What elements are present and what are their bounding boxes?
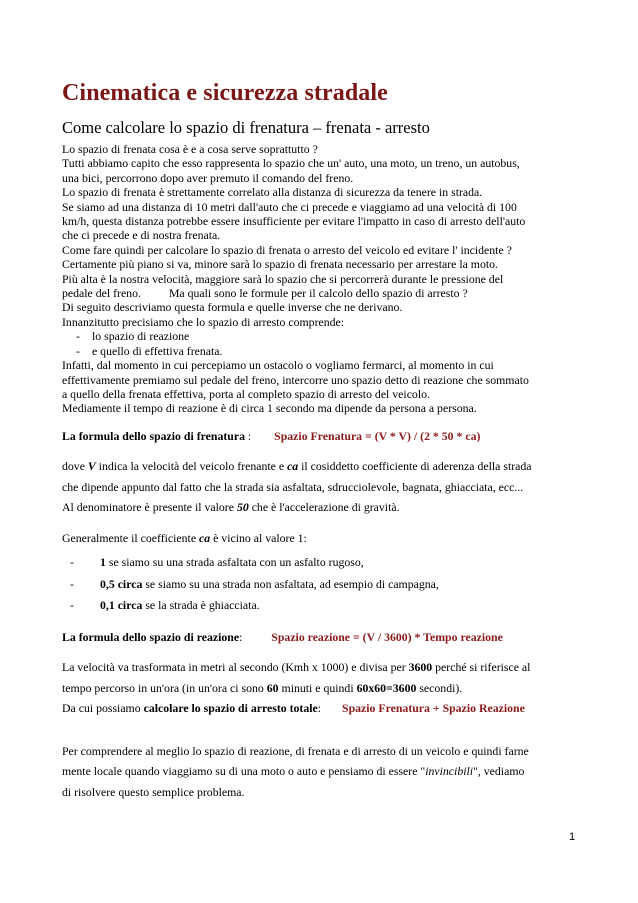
document-page	[62, 78, 580, 802]
list-item: - 1 se siamo su una strada asfaltata con un asfalto rugoso,	[62, 552, 580, 574]
total-arrest-line: Da cui possiamo calcolare lo spazio di arresto totale: Spazio Frenatura + Spazio Reazione	[62, 701, 525, 716]
braking-label: La formula dello spazio di frenatura	[62, 428, 245, 443]
braking-formula-line: La formula dello spazio di frenatura : Spazio Frenatura = (V * V) / (2 * 50 * ca)	[62, 428, 481, 443]
intro-line: Se siamo ad una distanza di 10 metri dall'auto che ci precede e viaggiamo ad una velocità di 100	[62, 199, 517, 214]
reaction-formula-line: La formula dello spazio di reazione: Spazio reazione = (V / 3600) * Tempo reazione	[62, 629, 503, 644]
list-item: - lo spazio di reazione	[62, 329, 580, 343]
intro-line	[62, 286, 580, 300]
intro-line: Più alta è la nostra velocità, maggiore sarà lo spazio che si percorrerà durante le pressione del	[62, 271, 504, 286]
intro-line: Come fare quindi per calcolare lo spazio di frenata o arresto del veicolo ed evitare l' incidente ?	[62, 242, 512, 257]
braking-explanation: dove V indica la velocità del veicolo frenante e ca il cosiddetto coefficiente di aderenza della strada	[62, 459, 532, 474]
question-text: Ma quali sono le formule per il calcolo dello spazio di arresto ?	[168, 286, 468, 301]
reaction-label: La formula dello spazio di reazione	[62, 629, 240, 644]
intro-line: Infatti, dal momento in cui percepiamo un ostacolo o vogliamo fermarci, al momento in cui	[62, 358, 494, 373]
closing-section	[62, 741, 580, 803]
reaction-explanation: La velocità va trasformata in metri al secondo (Kmh x 1000) e divisa per 3600 perché si riferisce al	[62, 660, 531, 675]
list-item: - 0,5 circa se siamo su una strada non asfaltata, ad esempio di campagna,	[62, 574, 580, 596]
coefficient-intro: Generalmente il coefficiente ca è vicino al valore 1:	[62, 530, 307, 545]
var-ca: ca	[287, 459, 299, 474]
var-v: V	[87, 459, 96, 474]
closing-line: Per comprendere al meglio lo spazio di reazione, di frenata e di arresto di un veicolo e quindi farne	[62, 743, 529, 758]
intro-line: Certamente più piano si va, minore sarà lo spazio di frenata necessario per arrestare la moto.	[62, 257, 498, 272]
intro-line: Di seguito descriviamo questa formula e quelle inverse che ne derivano.	[62, 300, 403, 315]
intro-line: km/h, questa distanza potrebbe essere insufficiente per evitare l'impatto in caso di arresto dell'auto	[62, 214, 526, 229]
var-ca: ca	[199, 530, 211, 545]
intro-line: Mediamente il tempo di reazione è di circa 1 secondo ma dipende da persona a persona.	[62, 401, 477, 416]
closing-line: mente locale quando viaggiamo su di una moto o auto e pensiamo di essere "invincibili", vediamo	[62, 764, 525, 779]
reaction-explanation: tempo percorso in un'ora (in un'ora ci sono 60 minuti e quindi 60x60=3600 secondi).	[62, 680, 463, 695]
page-number: 1	[569, 831, 576, 843]
document-title: Cinematica e sicurezza stradale	[62, 80, 388, 106]
reaction-formula: Spazio reazione = (V / 3600) * Tempo reazione	[271, 629, 503, 644]
total-arrest-formula: Spazio Frenatura + Spazio Reazione	[342, 701, 525, 716]
intro-section	[62, 142, 580, 416]
list-item: - e quello di effettiva frenata.	[62, 344, 580, 358]
braking-explanation: Al denominatore è presente il valore 50 che è l'accelerazione di gravità.	[62, 500, 400, 515]
reaction-section	[62, 627, 580, 719]
coefficient-section	[62, 528, 580, 617]
intro-line: a quello della frenata effettiva, porta al completo spazio di arresto del veicolo.	[62, 386, 430, 401]
gravity-value: 50	[236, 500, 249, 515]
intro-line: Lo spazio di frenata cosa è e a cosa serve soprattutto ?	[62, 142, 318, 156]
braking-formula: Spazio Frenatura = (V * V) / (2 * 50 * ca)	[274, 428, 481, 443]
coefficient-list	[62, 552, 580, 617]
intro-line: che ci precede e di nostra frenata.	[62, 228, 221, 243]
braking-explanation: che dipende appunto dal fatto che la strada sia asfaltata, sdrucciolevole, bagnata, ghiacciata, ecc...	[62, 479, 524, 494]
intro-line: una bici, percorrono dopo aver premuto il comando del freno.	[62, 170, 354, 185]
intro-line: Innanzitutto precisiamo che lo spazio di arresto comprende:	[62, 314, 345, 329]
pedal-text: pedale del freno.	[62, 286, 141, 301]
intro-line: Tutti abbiamo capito che esso rappresenta lo spazio che un' auto, una moto, un treno, un autobus,	[62, 156, 520, 171]
intro-line: Lo spazio di frenata è strettamente correlato alla distanza di sicurezza da tenere in strada.	[62, 185, 483, 200]
intro-line: effettivamente premiamo sul pedale del freno, intercorre uno spazio detto di reazione che sommato	[62, 372, 529, 387]
arrest-components-list	[62, 329, 580, 358]
list-item: - 0,1 circa se la strada è ghiacciata.	[62, 595, 580, 617]
document-subtitle: Come calcolare lo spazio di frenatura – frenata - arresto	[62, 118, 430, 137]
closing-line: di risolvere questo semplice problema.	[62, 784, 245, 799]
braking-section	[62, 426, 580, 518]
